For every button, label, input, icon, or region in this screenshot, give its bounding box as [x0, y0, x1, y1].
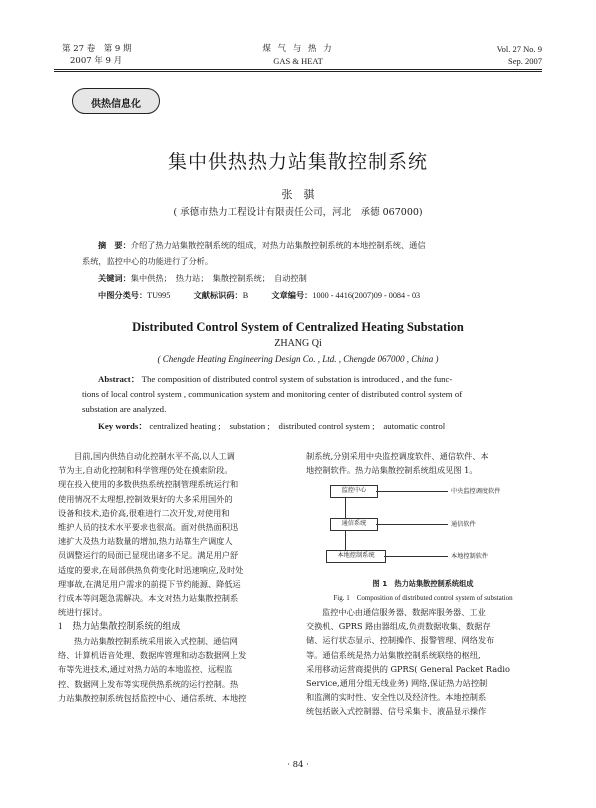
intro-line: 理事故,在满足用户需求的前提下节约能源、降低运: [58, 578, 241, 589]
abstract-en-label: Abstract：: [98, 374, 140, 384]
section-line: 控、数据网上发布等实现供热系统的运行控制。热: [58, 678, 239, 689]
keywords-cn-text: 集中供热； 热力站； 集散控制系统； 自动控制: [130, 273, 307, 283]
body-line: Service,通用分组无线业务) 网络,保证热力站控制: [306, 678, 488, 689]
doc-code-label: 文献标识码：: [193, 290, 243, 300]
abstract-cn-cont: [82, 254, 518, 268]
abstract-en-line3: substation are analyzed.: [82, 403, 167, 414]
right-column-top: [306, 449, 540, 477]
label-comm-software: 通信软件: [451, 521, 476, 528]
classification-line: [98, 288, 528, 303]
section-line: 热力站集散控制系统采用嵌入式控制、通信网: [74, 636, 238, 646]
author-en: ZHANG Qi: [274, 338, 322, 349]
abstract-en: [98, 372, 518, 387]
intro-line: 现在投入使用的多数供热系统控制管理系统运行和: [58, 479, 239, 490]
date-en: Sep. 2007: [508, 56, 542, 66]
abstract-en-line1: The composition of distributed control system of substation is introduced , and the func-: [141, 374, 453, 384]
badge-label: 供热信息化: [91, 99, 141, 110]
keywords-cn: [98, 271, 518, 285]
intro-line: 速扩大及热力站数量的增加,热力站靠生产调度人: [58, 536, 233, 547]
article-number-label: 文章编号：: [271, 290, 313, 300]
section-line: 布等先进技术,通过对热力站的本地监控、远程监: [58, 664, 233, 675]
section-heading: [58, 619, 292, 634]
paper-title-en: Distributed Control System of Centralized Heating Substation: [132, 320, 464, 334]
author-cn: 张 骐: [281, 188, 315, 201]
intro-line: 设备和技术,造价高,很难进行二次开发,对使用和: [58, 507, 230, 518]
label-central-software: 中央监控调度软件: [451, 488, 501, 495]
right-line: 地控制软件。热力站集散控制系统组成见图 1。: [306, 465, 478, 476]
connector-line-2: [376, 524, 448, 525]
right-column-body: [306, 605, 540, 719]
section-number: 1: [58, 621, 63, 631]
figure-caption-en: Fig. 1 Composition of distributed control system of substation: [333, 594, 513, 602]
intro-line: 维护人员的技术水平要求也很高。面对供热面积迅: [58, 522, 239, 533]
header-rule: [54, 69, 542, 70]
doc-code: B: [242, 291, 249, 300]
section-line: 络、计算机语音处理、数据库管理和动态数据网上发: [58, 650, 247, 661]
intro-line: 节为主,自动化控制和科学管理仍处在摸索阶段。: [58, 465, 233, 476]
keywords-en: [98, 419, 518, 434]
clc-label: 中图分类号：: [98, 290, 148, 300]
volume-en: Vol. 27 No. 9: [496, 44, 542, 54]
communication-system-box: 通信系统: [330, 518, 378, 531]
affiliation-cn: ( 承德市热力工程设计有限责任公司，河北 承德 067000): [173, 207, 423, 218]
keywords-en-label: Key words：: [98, 421, 148, 431]
body-line: 统包括嵌入式控制器、信号采集卡、液晶显示操作: [306, 706, 487, 717]
header-rule-2: [54, 71, 542, 72]
body-line: 监控中心由通信服务器、数据库服务器、工业: [322, 607, 486, 617]
intro-line: 统进行探讨。: [58, 607, 108, 618]
keywords-cn-label: 关键词：: [98, 273, 131, 283]
journal-title-en: GAS & HEAT: [273, 56, 323, 66]
paper-title-cn: 集中供热热力站集散控制系统: [167, 151, 428, 173]
body-line: 采用移动运营商提供的 GPRS( General Packet Radio: [306, 663, 510, 674]
affiliation-en: ( Chengde Heating Engineering Design Co. , Ltd. , Chengde 067000 , China ): [157, 354, 439, 364]
figure-caption-cn: 图 1 热力站集散控制系统组成: [372, 579, 474, 588]
intro-line: 员调整运行的局面已显现出诸多不足。满足用户舒: [58, 550, 239, 561]
body-line: 等。通信系统是热力站集散控制系统联络的枢纽,: [306, 649, 481, 660]
section-title: 热力站集散控制系统的组成: [72, 622, 181, 632]
left-column-intro: [58, 449, 292, 619]
body-line: 交换机、GPRS 路由器组成,负责数据收集、数据存: [306, 621, 491, 632]
body-line: 和监测的实时性、安全性以及经济性。本地控制系: [306, 692, 487, 703]
monitoring-center-box: 监控中心: [330, 485, 378, 498]
keywords-en-text: centralized heating ; substation ; distributed control system ; automatic control: [149, 421, 446, 431]
abstract-cn-line2: 系统，监控中心的功能进行了分析。: [82, 256, 214, 266]
page-number: · 84 ·: [287, 760, 309, 770]
intro-line: 适度的要求,在局部供热负荷变化时迅速响应,及时处: [58, 564, 244, 575]
local-control-box: 本地控制系统: [326, 550, 386, 563]
abstract-cn-label: 摘 要：: [98, 240, 131, 250]
clc-code: TU995: [147, 291, 171, 300]
intro-line: 行成本等问题急需解决。本文对热力站集散控制系: [58, 593, 239, 604]
right-line: 制系统,分别采用中央监控调度软件、通信软件、本: [306, 451, 489, 461]
body-line: 储、运行状态显示、控制操作、报警管理、网络发布: [306, 635, 495, 646]
journal-title-cn: 煤 气 与 热 力: [262, 44, 334, 54]
connector-line-3: [384, 556, 448, 557]
label-local-software: 本地控制软件: [451, 553, 489, 560]
article-number: 1000 - 4416(2007)09 - 0084 - 03: [312, 291, 421, 300]
intro-line: 目前,国内供热自动化控制水平不高,以人工调: [74, 451, 235, 461]
connector-line-1: [376, 491, 448, 492]
intro-line: 使用情况不太理想,控制效果好的大多采用国外的: [58, 493, 233, 504]
abstract-cn-line1: 介绍了热力站集散控制系统的组成，对热力站集散控制系统的本地控制系统、通信: [130, 240, 426, 250]
abstract-en-line2: tions of local control system , communication system and monitoring center of distributed control system of: [82, 389, 463, 399]
section-paragraph: [58, 634, 292, 705]
abstract-cn: [98, 238, 518, 252]
section-badge: [72, 88, 160, 114]
volume-cn: 第 27 卷 第 9 期: [62, 44, 132, 54]
date-cn: 2007 年 9 月: [70, 56, 123, 66]
abstract-en-cont: [82, 387, 518, 416]
section-line: 力站集散控制系统包括监控中心、通信系统、本地控: [58, 692, 247, 703]
